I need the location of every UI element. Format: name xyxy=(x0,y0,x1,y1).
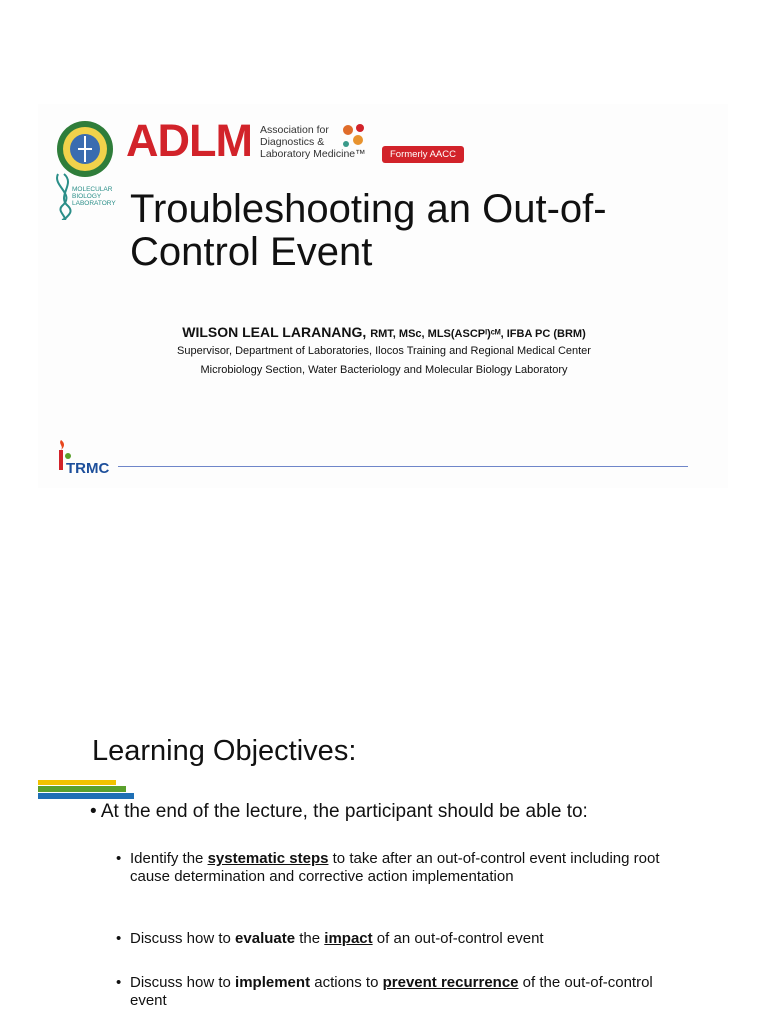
trmc-logo-text: TRMC xyxy=(66,460,110,477)
bullet-dot: • xyxy=(116,850,122,867)
association-name: Association for Diagnostics & Laboratory Medicine™ xyxy=(260,124,366,160)
objective-1: • Identify the systematic steps to take after an out-of-control event including root cause determination and corrective action implementation xyxy=(116,850,660,885)
adlm-logo-text: ADLM xyxy=(126,115,252,166)
author-position: Supervisor, Department of Laboratories, Ilocos Training and Regional Medical Center xyxy=(177,345,591,357)
main-bullet: • At the end of the lecture, the participant should be able to: xyxy=(90,801,588,822)
slide-title: Troubleshooting an Out-of-Control Event xyxy=(130,187,607,274)
ilocos-seal-logo xyxy=(56,120,114,178)
bullet-dot: • xyxy=(116,974,122,991)
adlm-dots-logo-icon xyxy=(340,122,370,152)
bullet-dot: • xyxy=(116,930,122,947)
molecular-biology-lab-label: MOLECULAR BIOLOGY LABORATORY xyxy=(72,186,116,207)
objective-2: • Discuss how to evaluate the impact of an out-of-control event xyxy=(116,930,544,947)
divider-line xyxy=(118,466,688,467)
author-line xyxy=(40,324,728,340)
accent-bars xyxy=(38,780,138,800)
author-credentials: RMT, MSc, MLS(ASCPᴵ)ᶜᴹ, IFBA PC (BRM) xyxy=(370,328,586,340)
author-section: Microbiology Section, Water Bacteriology and Molecular Biology Laboratory xyxy=(200,364,568,376)
objective-3: • Discuss how to implement actions to prevent recurrence of the out-of-control event xyxy=(116,974,653,1009)
author-name: WILSON LEAL LARANANG, xyxy=(182,324,367,340)
formerly-aacc-badge: Formerly AACC xyxy=(382,146,464,163)
learning-objectives-heading: Learning Objectives: xyxy=(92,735,357,767)
